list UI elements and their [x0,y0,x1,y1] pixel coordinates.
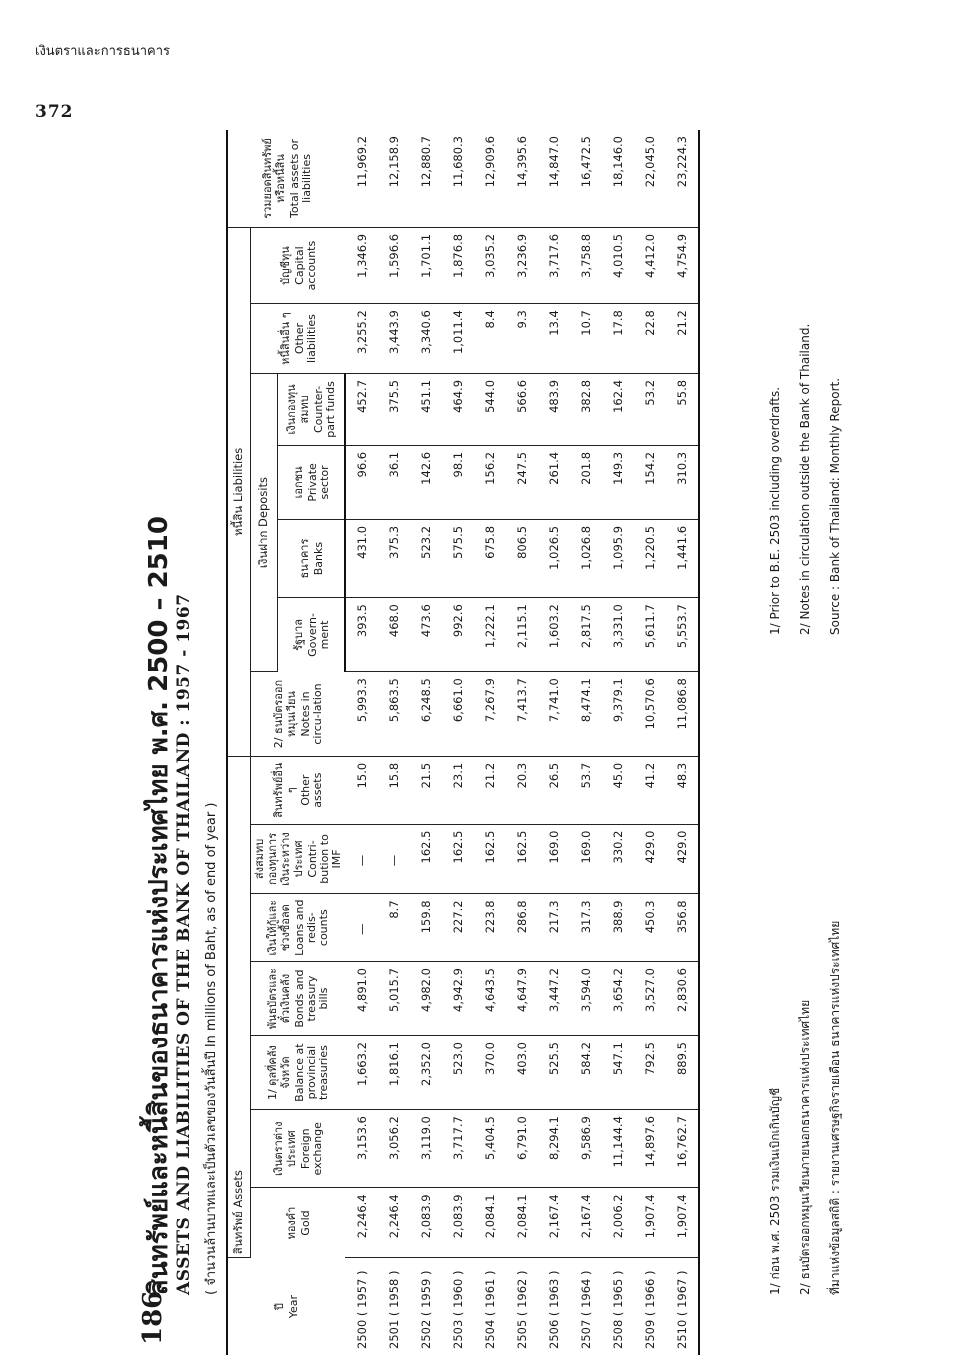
value-cell: 3,035.2 [474,227,506,303]
value-cell: 22.8 [634,304,666,374]
year-cell: 2503 ( 1960 ) [451,1270,465,1349]
value-cell: 403.0 [506,1036,538,1110]
table-row [410,130,442,1355]
assets-liabilities-table [226,130,700,1355]
value-cell: 4,942.9 [442,962,474,1036]
value-cell: 889.5 [666,1036,699,1110]
value-cell: 41.2 [634,756,666,824]
footnotes-thai [760,735,850,1295]
col-gold: ทองคำ Gold [284,1206,312,1240]
value-cell: 382.8 [570,373,602,445]
value-cell: 3,255.2 [345,304,378,374]
value-cell: 2,817.5 [570,598,602,672]
value-cell: 13.4 [538,304,570,374]
value-cell: 1,222.1 [474,598,506,672]
value-cell: 3,594.0 [570,962,602,1036]
value-cell: 575.5 [442,519,474,597]
value-cell: — [345,894,378,962]
running-head: เงินตราและการธนาคาร [35,44,170,59]
table-title-thai: สินทรัพย์และหนี้สินของธนาคารแห่งประเทศไทย พ.ศ. 2500 – 2510 [144,516,174,1295]
year-cell: 2501 ( 1958 ) [387,1270,401,1349]
value-cell: 6,661.0 [442,672,474,757]
value-cell: 98.1 [442,445,474,519]
value-cell: 9.3 [506,304,538,374]
value-cell: 261.4 [538,445,570,519]
value-cell: 429.0 [634,824,666,894]
value-cell: 356.8 [666,894,699,962]
value-cell: 3,758.8 [570,227,602,303]
value-cell: 22,045.0 [634,130,666,227]
value-cell: 7,741.0 [538,672,570,757]
value-cell: 20.3 [506,756,538,824]
value-cell: 45.0 [602,756,634,824]
value-cell: 3,236.9 [506,227,538,303]
value-cell: — [378,824,410,894]
value-cell: 3,443.9 [378,304,410,374]
value-cell: 16,472.5 [570,130,602,227]
col-notes: 2/ ธนบัตรออกหมุนเวียน Notes in circu-lation [251,672,346,757]
value-cell: 201.8 [570,445,602,519]
footnotes-english [760,135,850,635]
value-cell: 4,754.9 [666,227,699,303]
value-cell: 5,404.5 [474,1110,506,1188]
value-cell: 53.7 [570,756,602,824]
value-cell: 169.0 [570,824,602,894]
value-cell: 523.2 [410,519,442,597]
year-cell: 2505 ( 1962 ) [515,1270,529,1349]
value-cell: 675.8 [474,519,506,597]
value-cell: 1,907.4 [634,1188,666,1258]
value-cell: 2,084.1 [474,1188,506,1258]
value-cell: 4,982.0 [410,962,442,1036]
value-cell: 1,011.4 [442,304,474,374]
value-cell: 3,717.7 [442,1110,474,1188]
col-government: รัฐบาล Govern-ment [278,598,346,672]
value-cell: 2,083.9 [442,1188,474,1258]
value-cell: 1,876.8 [442,227,474,303]
value-cell: 3,717.6 [538,227,570,303]
value-cell: 48.3 [666,756,699,824]
footnote-en-1: 1/ Prior to B.E. 2503 including overdrafts. [768,386,782,635]
liabilities-group-header: หนี้สิน Liabilities [227,227,251,756]
deposits-group-header: เงินฝาก Deposits [251,373,278,671]
value-cell: 286.8 [506,894,538,962]
value-cell: 8,474.1 [570,672,602,757]
value-cell: 468.0 [378,598,410,672]
value-cell: 1,663.2 [345,1036,378,1110]
table-row [634,130,666,1355]
source-th: ที่มาแห่งข้อมูลสถิติ : รายงานเศรษฐกิจรายเดือน ธนาคารแห่งประเทศไทย [828,920,842,1295]
rotated-table-content [140,130,860,1355]
value-cell: 4,412.0 [634,227,666,303]
value-cell: 1,026.5 [538,519,570,597]
value-cell: 162.4 [602,373,634,445]
value-cell: 154.2 [634,445,666,519]
table-unit-note: ( จำนวนล้านบาทและเป็นตัวเลขของวันสิ้นปี In millions of Baht, as of end of year ) [204,802,219,1295]
value-cell: 3,340.6 [410,304,442,374]
page-number: 372 [35,102,74,122]
value-cell: 7,267.9 [474,672,506,757]
value-cell: 7,413.7 [506,672,538,757]
value-cell: 5,611.7 [634,598,666,672]
value-cell: 584.2 [570,1036,602,1110]
value-cell: 4,647.9 [506,962,538,1036]
value-cell: 525.5 [538,1036,570,1110]
value-cell: 464.9 [442,373,474,445]
value-cell: 6,248.5 [410,672,442,757]
value-cell: 1,095.9 [602,519,634,597]
table-row [666,130,699,1355]
col-imf: ส่งสมทบกองทุนการเงินระหว่างประเทศ Contri-bution to IMF [251,824,346,894]
value-cell: 3,447.2 [538,962,570,1036]
value-cell: 1,220.5 [634,519,666,597]
value-cell: 15.8 [378,756,410,824]
value-cell: 544.0 [474,373,506,445]
value-cell: — [345,824,378,894]
col-total: รวมยอดสินทรัพย์หรือหนี้สิน Total assets or liabilities [227,130,345,227]
value-cell: 3,527.0 [634,962,666,1036]
value-cell: 1,603.2 [538,598,570,672]
source-en: Source : Bank of Thailand: Monthly Report. [828,377,842,635]
value-cell: 223.8 [474,894,506,962]
col-other-liabilities: หนี้สินอื่น ๆ Other liabilities [251,304,346,374]
value-cell: 17.8 [602,304,634,374]
col-year: ปี Year [227,1258,345,1355]
value-cell: 370.0 [474,1036,506,1110]
value-cell: 547.1 [602,1036,634,1110]
col-counterpart: เงินกองทุนสมทบ Counter-part funds [278,373,346,445]
year-cell: 2506 ( 1963 ) [547,1270,561,1349]
value-cell: 2,246.4 [378,1188,410,1258]
value-cell: 523.0 [442,1036,474,1110]
value-cell: 1,816.1 [378,1036,410,1110]
value-cell: 18,146.0 [602,130,634,227]
value-cell: 375.5 [378,373,410,445]
value-cell: 2,084.1 [506,1188,538,1258]
value-cell: 3,654.2 [602,962,634,1036]
value-cell: 12,909.6 [474,130,506,227]
col-loans: เงินให้กู้และช่วงซื้อลด Loans and redis-counts [251,894,346,962]
footnote-th-2: 2/ ธนบัตรออกหมุนเวียนภายนอกธนาคารแห่งประเทศไทย [798,999,812,1295]
value-cell: 806.5 [506,519,538,597]
value-cell: 156.2 [474,445,506,519]
value-cell: 26.5 [538,756,570,824]
value-cell: 1,346.9 [345,227,378,303]
value-cell: 247.5 [506,445,538,519]
value-cell: 159.8 [410,894,442,962]
value-cell: 1,907.4 [666,1188,699,1258]
value-cell: 36.1 [378,445,410,519]
value-cell: 431.0 [345,519,378,597]
col-capital: บัญชีทุน Capital accounts [251,227,346,303]
value-cell: 16,762.7 [666,1110,699,1188]
value-cell: 162.5 [410,824,442,894]
value-cell: 4,891.0 [345,962,378,1036]
value-cell: 317.3 [570,894,602,962]
value-cell: 96.6 [345,445,378,519]
year-cell: 2500 ( 1957 ) [354,1270,369,1349]
value-cell: 162.5 [442,824,474,894]
value-cell: 149.3 [602,445,634,519]
value-cell: 375.3 [378,519,410,597]
value-cell: 9,586.9 [570,1110,602,1188]
value-cell: 55.8 [666,373,699,445]
table-title-english: ASSETS AND LIABILITIES OF THE BANK OF THAILAND : 1957 - 1967 [174,593,194,1295]
value-cell: 1,701.1 [410,227,442,303]
value-cell: 162.5 [474,824,506,894]
year-cell: 2508 ( 1965 ) [611,1270,625,1349]
value-cell: 450.3 [634,894,666,962]
value-cell: 473.6 [410,598,442,672]
value-cell: 2,167.4 [538,1188,570,1258]
value-cell: 14,395.6 [506,130,538,227]
year-cell: 2504 ( 1961 ) [483,1270,497,1349]
value-cell: 11,144.4 [602,1110,634,1188]
value-cell: 3,056.2 [378,1110,410,1188]
value-cell: 5,993.3 [345,672,378,757]
value-cell: 5,553.7 [666,598,699,672]
value-cell: 483.9 [538,373,570,445]
value-cell: 3,153.6 [345,1110,378,1188]
value-cell: 21.5 [410,756,442,824]
value-cell: 792.5 [634,1036,666,1110]
value-cell: 21.2 [666,304,699,374]
value-cell: 11,086.8 [666,672,699,757]
value-cell: 23.1 [442,756,474,824]
table-body [345,130,699,1355]
value-cell: 217.3 [538,894,570,962]
value-cell: 393.5 [345,598,378,672]
value-cell: 2,167.4 [570,1188,602,1258]
value-cell: 227.2 [442,894,474,962]
value-cell: 1,026.8 [570,519,602,597]
value-cell: 2,352.0 [410,1036,442,1110]
table-row [602,130,634,1355]
value-cell: 5,863.5 [378,672,410,757]
value-cell: 6,791.0 [506,1110,538,1188]
table-row [345,130,378,1355]
year-cell: 2510 ( 1967 ) [666,1258,699,1355]
value-cell: 10,570.6 [634,672,666,757]
value-cell: 21.2 [474,756,506,824]
value-cell: 12,880.7 [410,130,442,227]
year-cell: 2509 ( 1966 ) [643,1270,657,1349]
year-cell: 2507 ( 1964 ) [579,1270,593,1349]
value-cell: 451.1 [410,373,442,445]
value-cell: 330.2 [602,824,634,894]
value-cell: 429.0 [666,824,699,894]
value-cell: 15.0 [345,756,378,824]
col-bonds: พันธบัตรและตั๋วเงินคลัง Bonds and treasury bills [251,962,346,1036]
value-cell: 388.9 [602,894,634,962]
value-cell: 8,294.1 [538,1110,570,1188]
value-cell: 11,969.2 [345,130,378,227]
value-cell: 452.7 [345,373,378,445]
assets-group-header: สินทรัพย์ Assets [227,756,251,1257]
table-row [506,130,538,1355]
value-cell: 2,830.6 [666,962,699,1036]
footnote-en-2: 2/ Notes in circulation outside the Bank of Thailand. [798,323,812,635]
table-number: 186. [138,1281,168,1345]
value-cell: 142.6 [410,445,442,519]
value-cell: 11,680.3 [442,130,474,227]
value-cell: 14,897.6 [634,1110,666,1188]
table-row [442,130,474,1355]
value-cell: 53.2 [634,373,666,445]
value-cell: 12,158.9 [378,130,410,227]
table-row [378,130,410,1355]
footnote-th-1: 1/ ก่อน พ.ศ. 2503 รวมเงินเบิกเกินบัญชี [768,1087,782,1295]
value-cell: 9,379.1 [602,672,634,757]
col-banks: ธนาคาร Banks [278,519,346,597]
value-cell: 2,006.2 [602,1188,634,1258]
year-cell: 2502 ( 1959 ) [419,1270,433,1349]
value-cell: 310.3 [666,445,699,519]
value-cell: 2,246.4 [345,1188,378,1258]
value-cell: 3,119.0 [410,1110,442,1188]
table-row [538,130,570,1355]
value-cell: 1,596.6 [378,227,410,303]
table-row [570,130,602,1355]
value-cell: 1,441.6 [666,519,699,597]
value-cell: 8.7 [378,894,410,962]
value-cell: 14,847.0 [538,130,570,227]
col-other-assets: สินทรัพย์อื่น ๆ Other assets [251,756,346,824]
col-provincial: 1/ ดุลที่คลังจังหวัด Balance at provincial treasuries [251,1036,346,1110]
value-cell: 169.0 [538,824,570,894]
value-cell: 4,010.5 [602,227,634,303]
col-private: เอกชน Private sector [278,445,346,519]
value-cell: 3,331.0 [602,598,634,672]
table-row [474,130,506,1355]
value-cell: 10.7 [570,304,602,374]
value-cell: 2,115.1 [506,598,538,672]
value-cell: 8.4 [474,304,506,374]
value-cell: 23,224.3 [666,130,699,227]
value-cell: 2,083.9 [410,1188,442,1258]
value-cell: 566.6 [506,373,538,445]
value-cell: 992.6 [442,598,474,672]
col-foreign-exchange: เงินตราต่างประเทศ Foreign exchange [251,1110,346,1188]
value-cell: 5,015.7 [378,962,410,1036]
value-cell: 162.5 [506,824,538,894]
rotated-table-area [140,130,860,1355]
value-cell: 4,643.5 [474,962,506,1036]
